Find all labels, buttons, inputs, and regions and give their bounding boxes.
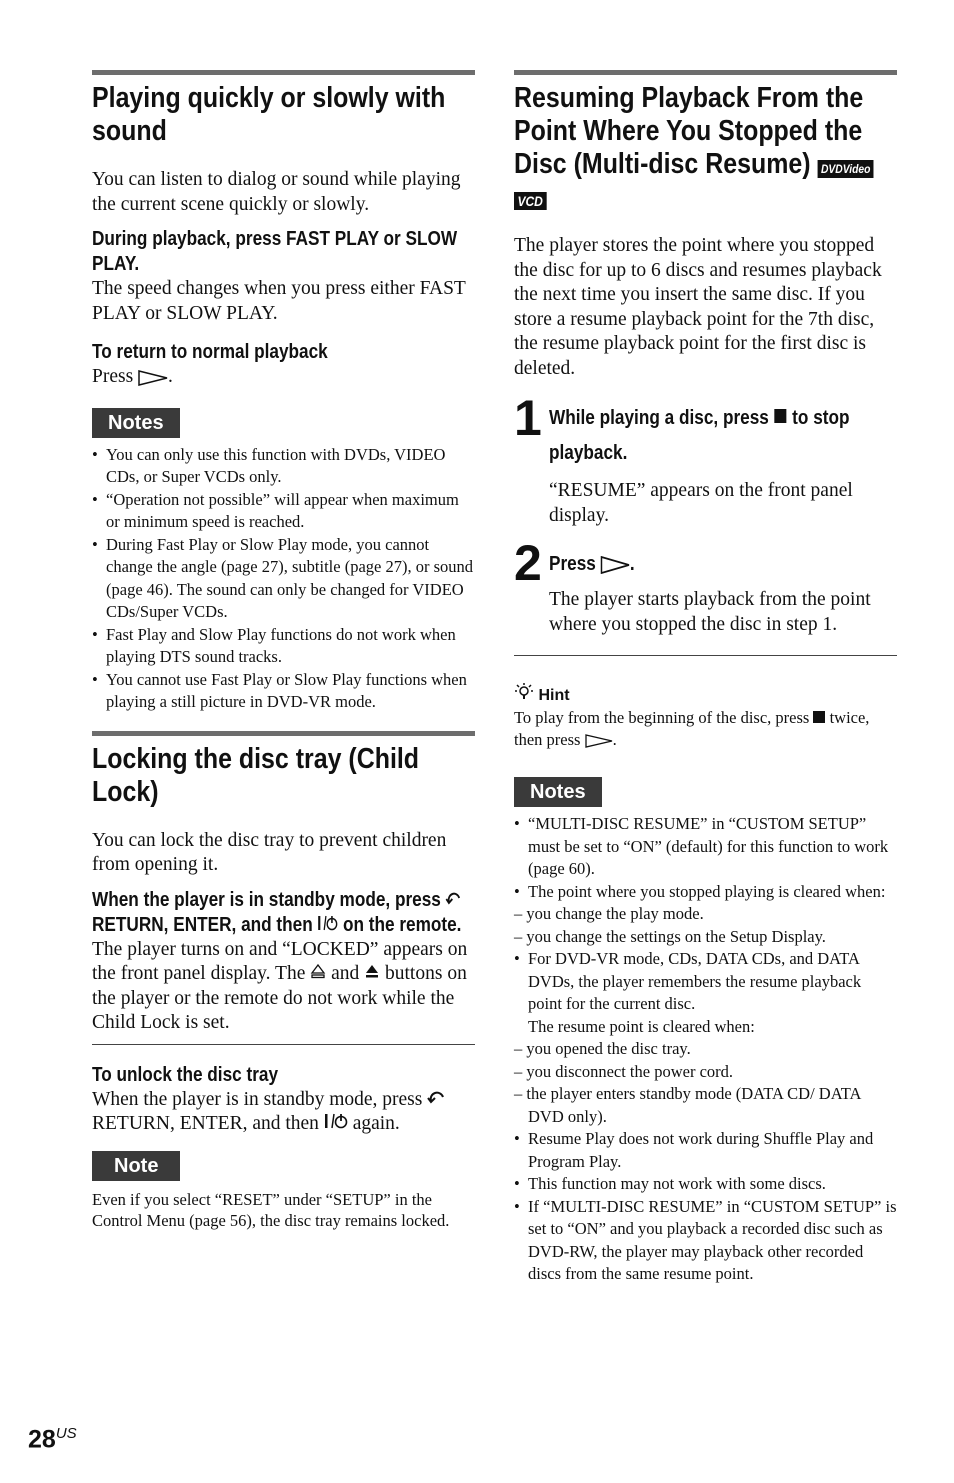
list-item: – you change the settings on the Setup Display. xyxy=(514,926,826,946)
list-item: • This function may not work with some discs. xyxy=(514,1173,897,1196)
section-title-resume: Resuming Playback From the Point Where You Stopped the Disc (Multi-disc Resume) DVDVideo VCD xyxy=(514,82,896,214)
return-heading: To return to normal playback xyxy=(92,341,328,363)
stop-icon xyxy=(813,711,825,723)
unlock-body: When the player is in standby mode, press RETURN, ENTER, and then again. xyxy=(92,1088,475,1137)
list-item: • “MULTI-DISC RESUME” in “CUSTOM SETUP” must be set to “ON” (default) for this function to work (page 60). xyxy=(514,813,897,881)
play-icon xyxy=(585,734,613,748)
section-rule xyxy=(514,70,897,75)
intro-fast-slow: You can listen to dialog or sound while playing the current scene quickly or slowly. xyxy=(92,169,461,215)
right-column xyxy=(514,70,897,1286)
stop-icon xyxy=(774,408,788,424)
list-item: • If “MULTI-DISC RESUME” in “CUSTOM SETUP” is set to “ON” and you playback a recorded disc such as DVD-RW, the player may playback other recorded discs from the same resume point. xyxy=(514,1196,897,1286)
list-item: The resume point is cleared when: xyxy=(528,1016,755,1036)
lightbulb-icon xyxy=(514,682,534,700)
list-item: • You can only use this function with DVDs, VIDEO CDs, or Super VCDs only. xyxy=(92,444,475,489)
vcd-logo: VCD xyxy=(514,192,546,210)
notes-list-resume xyxy=(514,813,897,1286)
section-rule xyxy=(92,731,475,736)
page-number: $28^{US}$ xyxy=(28,1425,77,1454)
list-item: • You cannot use Fast Play or Slow Play functions when playing a still picture in DVD-VR mode. xyxy=(92,669,475,714)
list-item: • “Operation not possible” will appear when maximum or minimum speed is reached. xyxy=(92,489,475,534)
section-title-child-lock: Locking the disc tray (Child Lock) xyxy=(92,742,420,808)
instruction-fast-slow: During playback, press FAST PLAY or SLOW PLAY. xyxy=(92,228,458,275)
step-2-body: The player starts playback from the point where you stopped the disc in step 1. xyxy=(549,589,871,635)
instruction-body: The speed changes when you press either FAST PLAY or SLOW PLAY. xyxy=(92,278,466,324)
notes-badge: Notes xyxy=(514,777,897,807)
step-2-instruction: Press . xyxy=(549,553,635,575)
hint-heading: Hint xyxy=(514,682,897,705)
instruction-child-lock: When the player is in standby mode, press RETURN, ENTER, and then on the remote. xyxy=(92,888,462,936)
play-icon xyxy=(138,370,168,386)
return-icon xyxy=(427,1089,447,1105)
notes-badge: Notes xyxy=(92,408,475,438)
return-icon xyxy=(446,890,463,906)
step-number: 1 xyxy=(514,390,542,446)
list-item: – you disconnect the power cord. xyxy=(514,1061,734,1081)
child-lock-note: Even if you select “RESET” under “SETUP” in the Control Menu (page 56), the disc tray remains locked. xyxy=(92,1189,450,1230)
list-item: – the player enters standby mode (DATA CD/ DATA DVD only). xyxy=(514,1084,861,1126)
section-title-fast-slow: Playing quickly or slowly with sound xyxy=(92,82,446,147)
step-1-instruction: While playing a disc, press to stop playback. xyxy=(549,407,850,464)
eject-icon xyxy=(364,963,380,979)
list-item: • During Fast Play or Slow Play mode, you cannot change the angle (page 27), subtitle (page 27), or sound (page 46). The sound can only be changed for VIDEO CDs/Super VCDs. xyxy=(92,534,475,624)
dvd-video-logo: DVDVideo xyxy=(817,160,873,178)
step-1 xyxy=(514,390,897,528)
power-icon xyxy=(318,915,339,931)
list-item: – you change the play mode. xyxy=(514,904,704,923)
intro-child-lock: You can lock the disc tray to prevent children from opening it. xyxy=(92,829,447,875)
step-2 xyxy=(514,535,897,637)
power-icon xyxy=(324,1113,348,1129)
list-item: – you opened the disc tray. xyxy=(514,1039,691,1058)
list-item: • The point where you stopped playing is cleared when: xyxy=(514,881,897,904)
step-number: 2 xyxy=(514,535,542,591)
notes-list-fast-slow xyxy=(92,444,475,714)
list-item: • Fast Play and Slow Play functions do not work when playing DTS sound tracks. xyxy=(92,624,475,669)
intro-resume: The player stores the point where you stopped the disc for up to 6 discs and resumes playback the next time you insert the same disc. If you store a resume playback point for the 7th disc, the resume playback point for the first disc is deleted. xyxy=(514,235,882,379)
step-1-body: “RESUME” appears on the front panel display. xyxy=(549,480,853,526)
section-rule xyxy=(92,70,475,75)
child-lock-body: The player turns on and “LOCKED” appears on the front panel display. The and buttons on the player or the remote do not work while the Child Lock is set. xyxy=(92,938,468,1033)
list-item: • For DVD-VR mode, CDs, DATA CDs, and DATA DVDs, the player remembers the resume playback point for the current disc. xyxy=(514,948,897,1016)
play-icon xyxy=(601,556,630,574)
hint-body: To play from the beginning of the disc, press twice, then press . xyxy=(514,708,870,749)
return-body: Press . xyxy=(92,366,173,387)
unlock-heading: To unlock the disc tray xyxy=(92,1063,279,1086)
eject-outline-icon xyxy=(310,963,326,979)
divider xyxy=(92,1044,475,1045)
list-item: • Resume Play does not work during Shuffle Play and Program Play. xyxy=(514,1128,897,1173)
note-badge: Note xyxy=(92,1151,475,1181)
divider xyxy=(514,655,897,656)
left-column xyxy=(92,70,475,1232)
